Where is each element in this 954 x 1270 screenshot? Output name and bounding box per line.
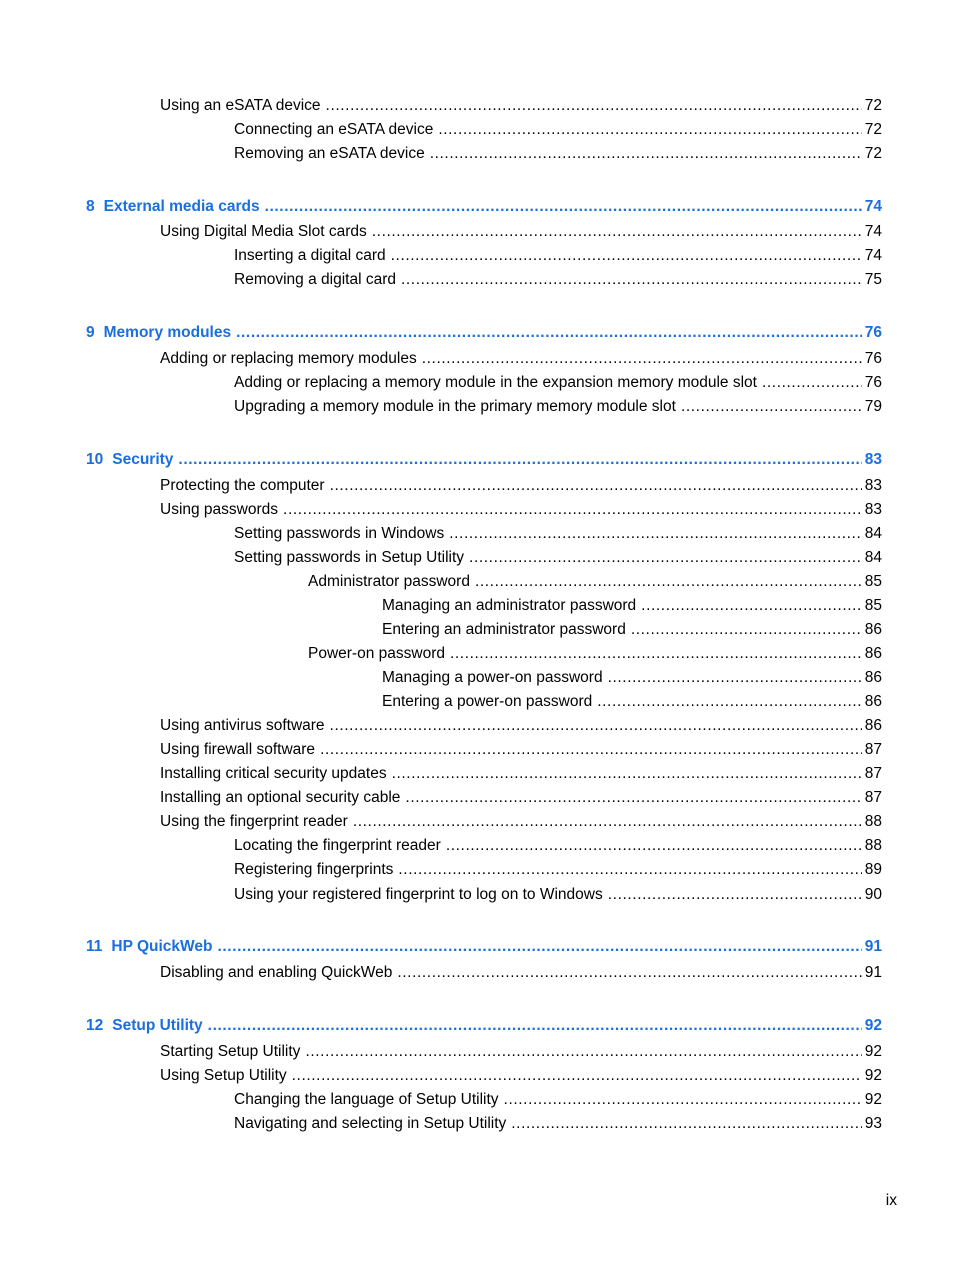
toc-entry-title (86, 196, 265, 218)
toc-entry-text: Administrator password (308, 573, 470, 590)
toc-page-number: 75 (864, 271, 882, 288)
toc-entry-title (160, 95, 326, 117)
toc-entry-title (382, 667, 608, 689)
toc-entry[interactable] (382, 619, 882, 641)
chapter-number: 12 (86, 1017, 104, 1034)
dot-leader (330, 715, 862, 737)
toc-entry-text: Installing critical security updates (160, 765, 387, 782)
toc-entry-title (234, 396, 681, 418)
toc-page-number: 91 (864, 938, 882, 955)
toc-entry[interactable] (234, 269, 882, 291)
toc-entry-text: Using Digital Media Slot cards (160, 223, 367, 240)
toc-entry-title (86, 449, 178, 471)
toc-entry-text: Setting passwords in Windows (234, 525, 445, 542)
toc-page-number: 83 (864, 451, 882, 468)
dot-leader (236, 322, 862, 344)
dot-leader (305, 1041, 861, 1063)
toc-page-number: 86 (864, 621, 882, 638)
toc-entry[interactable] (160, 348, 882, 370)
toc-entry[interactable] (160, 811, 882, 833)
toc-chapter-entry[interactable] (86, 322, 882, 344)
toc-entry-title (234, 269, 401, 291)
dot-leader (292, 1065, 862, 1087)
toc-entry[interactable] (382, 691, 882, 713)
toc-entry-text: HP QuickWeb (111, 938, 213, 955)
toc-entry-title (234, 859, 398, 881)
toc-entry-text: Upgrading a memory module in the primary memory module slot (234, 398, 676, 415)
toc-entry[interactable] (382, 667, 882, 689)
toc-entry-title (308, 643, 450, 665)
toc-entry-title (160, 811, 353, 833)
toc-entry[interactable] (234, 1089, 882, 1111)
toc-entry-text: Managing a power-on password (382, 669, 603, 686)
toc-entry[interactable] (234, 396, 882, 418)
toc-entry-text: Installing an optional security cable (160, 789, 401, 806)
toc-entry-title (160, 221, 372, 243)
toc-entry-text: Protecting the computer (160, 477, 325, 494)
toc-page-number: 84 (864, 549, 882, 566)
toc-entry[interactable] (160, 763, 882, 785)
toc-entry-text: Using antivirus software (160, 717, 325, 734)
toc-entry-title (382, 691, 597, 713)
toc-entry[interactable] (234, 143, 882, 165)
toc-entry-text: Using passwords (160, 501, 279, 518)
toc-page-number: 76 (864, 350, 882, 367)
toc-entry[interactable] (234, 884, 882, 906)
dot-leader (217, 936, 861, 958)
toc-page-number: 84 (864, 525, 882, 542)
toc-entry-title (160, 475, 330, 497)
dot-leader (398, 859, 861, 881)
toc-page-number: 91 (864, 964, 882, 981)
toc-entry[interactable] (234, 523, 882, 545)
toc-entry-title (86, 936, 217, 958)
dot-leader (178, 449, 861, 471)
toc-entry-title (308, 571, 475, 593)
dot-leader (631, 619, 862, 641)
toc-entry-text: External media cards (103, 198, 260, 215)
toc-entry[interactable] (234, 1113, 882, 1135)
toc-entry-text: Memory modules (103, 324, 232, 341)
toc-page-number: 74 (864, 198, 882, 215)
toc-entry[interactable] (160, 787, 882, 809)
toc-entry-text: Security (112, 451, 174, 468)
toc-entry-text: Removing an eSATA device (234, 145, 425, 162)
dot-leader (511, 1113, 861, 1135)
dot-leader (608, 667, 862, 689)
toc-page-number: 86 (864, 693, 882, 710)
toc-page-number: 86 (864, 669, 882, 686)
dot-leader (430, 143, 862, 165)
toc-page-number: 92 (864, 1017, 882, 1034)
toc-entry-title (234, 1113, 511, 1135)
toc-entry-text: Managing an administrator password (382, 597, 637, 614)
chapter-number: 9 (86, 324, 95, 341)
toc-entry-text: Using the fingerprint reader (160, 813, 348, 830)
toc-entry[interactable] (234, 245, 882, 267)
toc-entry-title (160, 739, 320, 761)
toc-entry-text: Disabling and enabling QuickWeb (160, 964, 393, 981)
toc-entry[interactable] (234, 859, 882, 881)
toc-page-number: 88 (864, 813, 882, 830)
toc-page-number: 86 (864, 645, 882, 662)
toc-entry-text: Setting passwords in Setup Utility (234, 549, 465, 566)
chapter-number: 8 (86, 198, 95, 215)
toc-entry-text: Connecting an eSATA device (234, 121, 434, 138)
toc-entry-title (160, 1041, 305, 1063)
toc-entry-text: Using your registered fingerprint to log on to Windows (234, 886, 603, 903)
toc-page-number: 87 (864, 789, 882, 806)
toc-entry[interactable] (160, 1065, 882, 1087)
toc-page-number: 89 (864, 861, 882, 878)
toc-entry-title (234, 143, 430, 165)
dot-leader (208, 1015, 862, 1037)
toc-page-number: 92 (864, 1043, 882, 1060)
toc-entry[interactable] (234, 835, 882, 857)
toc-page-number: 76 (864, 324, 882, 341)
toc-entry-text: Inserting a digital card (234, 247, 386, 264)
toc-entry-title (382, 595, 641, 617)
toc-entry-title (160, 787, 405, 809)
toc-entry-text: Locating the fingerprint reader (234, 837, 441, 854)
dot-leader (401, 269, 862, 291)
toc-entry-text: Using firewall software (160, 741, 316, 758)
toc-entry[interactable] (234, 547, 882, 569)
toc-page-number: 79 (864, 398, 882, 415)
toc-entry-title (234, 119, 438, 141)
toc-entry[interactable] (308, 643, 882, 665)
dot-leader (397, 962, 861, 984)
toc-entry[interactable] (382, 595, 882, 617)
toc-page-number: 87 (864, 765, 882, 782)
toc-page-number: 72 (864, 97, 882, 114)
toc-entry-text: Registering fingerprints (234, 861, 394, 878)
toc-entry-title (234, 523, 449, 545)
toc-entry[interactable] (234, 119, 882, 141)
toc-chapter-entry[interactable] (86, 196, 882, 218)
toc-entry-text: Navigating and selecting in Setup Utility (234, 1115, 507, 1132)
toc-entry[interactable] (160, 739, 882, 761)
toc-entry[interactable] (160, 962, 882, 984)
toc-page-number: 72 (864, 145, 882, 162)
toc-page-number: 92 (864, 1091, 882, 1108)
dot-leader (353, 811, 862, 833)
toc-page-number: 85 (864, 573, 882, 590)
toc-chapter-entry[interactable] (86, 1015, 882, 1037)
toc-entry-title (86, 322, 236, 344)
dot-leader (475, 571, 862, 593)
toc-entry[interactable] (160, 499, 882, 521)
toc-entry-text: Removing a digital card (234, 271, 396, 288)
dot-leader (405, 787, 861, 809)
toc-page-number: 72 (864, 121, 882, 138)
toc-chapter-entry[interactable] (86, 449, 882, 471)
dot-leader (446, 835, 862, 857)
toc-page-number: 92 (864, 1067, 882, 1084)
dot-leader (265, 196, 862, 218)
toc-entry-title (160, 1065, 292, 1087)
toc-entry-text: Setup Utility (112, 1017, 203, 1034)
toc-entry-text: Adding or replacing memory modules (160, 350, 417, 367)
toc-entry-title (160, 715, 330, 737)
toc-page-number: 83 (864, 477, 882, 494)
toc-entry[interactable] (234, 372, 882, 394)
toc-entry-title (234, 547, 469, 569)
toc-entry-title (86, 1015, 208, 1037)
toc-entry-title (234, 1089, 504, 1111)
dot-leader (449, 523, 862, 545)
toc-page-number: 74 (864, 223, 882, 240)
dot-leader (330, 475, 862, 497)
toc-page-number: 85 (864, 597, 882, 614)
toc-entry[interactable] (160, 221, 882, 243)
toc-entry[interactable] (160, 715, 882, 737)
chapter-number: 11 (86, 938, 103, 955)
toc-entry-title (234, 245, 391, 267)
toc-entry-text: Using Setup Utility (160, 1067, 287, 1084)
toc-page-number: 83 (864, 501, 882, 518)
dot-leader (597, 691, 862, 713)
toc-entry-text: Changing the language of Setup Utility (234, 1091, 499, 1108)
toc-entry[interactable] (160, 475, 882, 497)
toc-chapter-entry[interactable] (86, 936, 882, 958)
toc-page-number: 88 (864, 837, 882, 854)
dot-leader (283, 499, 862, 521)
toc-page-number: 76 (864, 374, 882, 391)
toc-entry-title (160, 348, 422, 370)
toc-page-number: 87 (864, 741, 882, 758)
toc-page-number: 93 (864, 1115, 882, 1132)
toc-entry-title (234, 884, 608, 906)
toc-entry-title (234, 835, 446, 857)
dot-leader (438, 119, 861, 141)
toc-entry-text: Entering an administrator password (382, 621, 626, 638)
dot-leader (320, 739, 862, 761)
toc-page-number: 86 (864, 717, 882, 734)
toc-entry-text: Power-on password (308, 645, 445, 662)
dot-leader (608, 884, 862, 906)
page-number: ix (885, 1192, 897, 1209)
dot-leader (422, 348, 862, 370)
toc-entry[interactable] (308, 571, 882, 593)
dot-leader (762, 372, 862, 394)
dot-leader (450, 643, 862, 665)
dot-leader (504, 1089, 862, 1111)
dot-leader (391, 245, 862, 267)
toc-entry-title (160, 962, 397, 984)
dot-leader (641, 595, 862, 617)
toc-entry[interactable] (160, 95, 882, 117)
toc-entry-title (234, 372, 762, 394)
dot-leader (326, 95, 862, 117)
dot-leader (392, 763, 862, 785)
toc-entry-text: Starting Setup Utility (160, 1043, 301, 1060)
toc-entry-title (160, 763, 392, 785)
toc-entry-text: Using an eSATA device (160, 97, 321, 114)
toc-page-number: 74 (864, 247, 882, 264)
toc-entry-text: Adding or replacing a memory module in the expansion memory module slot (234, 374, 757, 391)
toc-page-number: 90 (864, 886, 882, 903)
toc-entry-title (382, 619, 631, 641)
dot-leader (372, 221, 862, 243)
toc-entry[interactable] (160, 1041, 882, 1063)
toc-entry-title (160, 499, 283, 521)
dot-leader (681, 396, 862, 418)
chapter-number: 10 (86, 451, 104, 468)
dot-leader (469, 547, 862, 569)
toc-entry-text: Entering a power-on password (382, 693, 593, 710)
